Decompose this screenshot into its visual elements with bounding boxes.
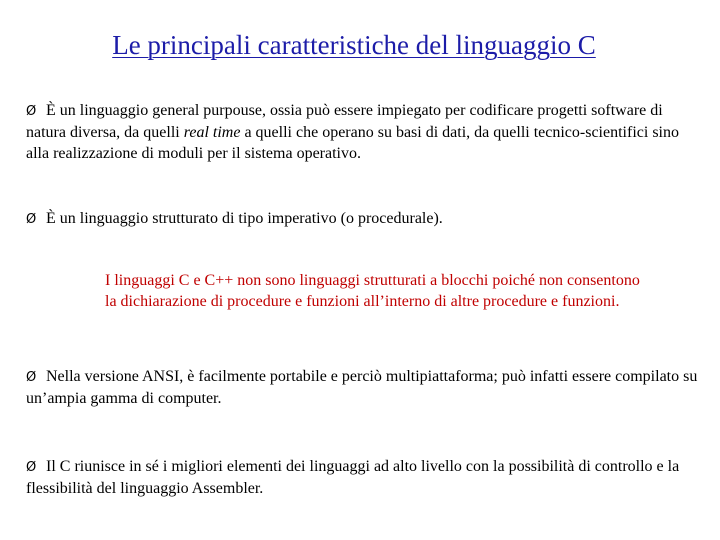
note-line-2: la dichiarazione di procedure e funzioni all’interno di altre procedure e funzioni. [105, 293, 620, 310]
arrow-bullet-icon: Ø [26, 370, 37, 385]
arrow-bullet-icon: Ø [26, 460, 37, 475]
note-line-1: I linguaggi C e C++ non sono linguaggi strutturati a blocchi poiché non consentono [105, 272, 640, 289]
arrow-bullet-icon: Ø [26, 212, 37, 227]
bullet-general-purpose [26, 100, 706, 164]
bullet-ansi-portability [26, 366, 706, 409]
bullet-assembler-control [26, 456, 706, 499]
bullet-text: Il C riunisce in sé i migliori elementi dei linguaggi ad alto livello con la possibilità di controllo e la flessibilità del linguaggio Assembler. [26, 458, 680, 497]
structured-blocks-note [105, 270, 717, 312]
bullet-text: Nella versione ANSI, è facilmente portabile e perciò multipiattaforma; può infatti essere compilato su un’ampia gamma di computer. [26, 368, 698, 407]
bullet-emphasis: real time [183, 124, 241, 141]
page-title: Le principali caratteristiche del linguaggio C [112, 30, 596, 60]
bullet-structured [26, 208, 706, 230]
bullet-text: È un linguaggio strutturato di tipo imperativo (o procedurale). [46, 210, 443, 227]
bullet-text-before: È un linguaggio general purpouse, ossia può essere impiegato per codificare progetti software di natura diversa, da quelli [26, 102, 663, 141]
arrow-bullet-icon: Ø [26, 104, 37, 119]
bullet-text-after: a quelli che operano su basi di dati, da quelli tecnico-scientifici sino alla realizzazione di moduli per il sistema operativo. [26, 124, 679, 162]
